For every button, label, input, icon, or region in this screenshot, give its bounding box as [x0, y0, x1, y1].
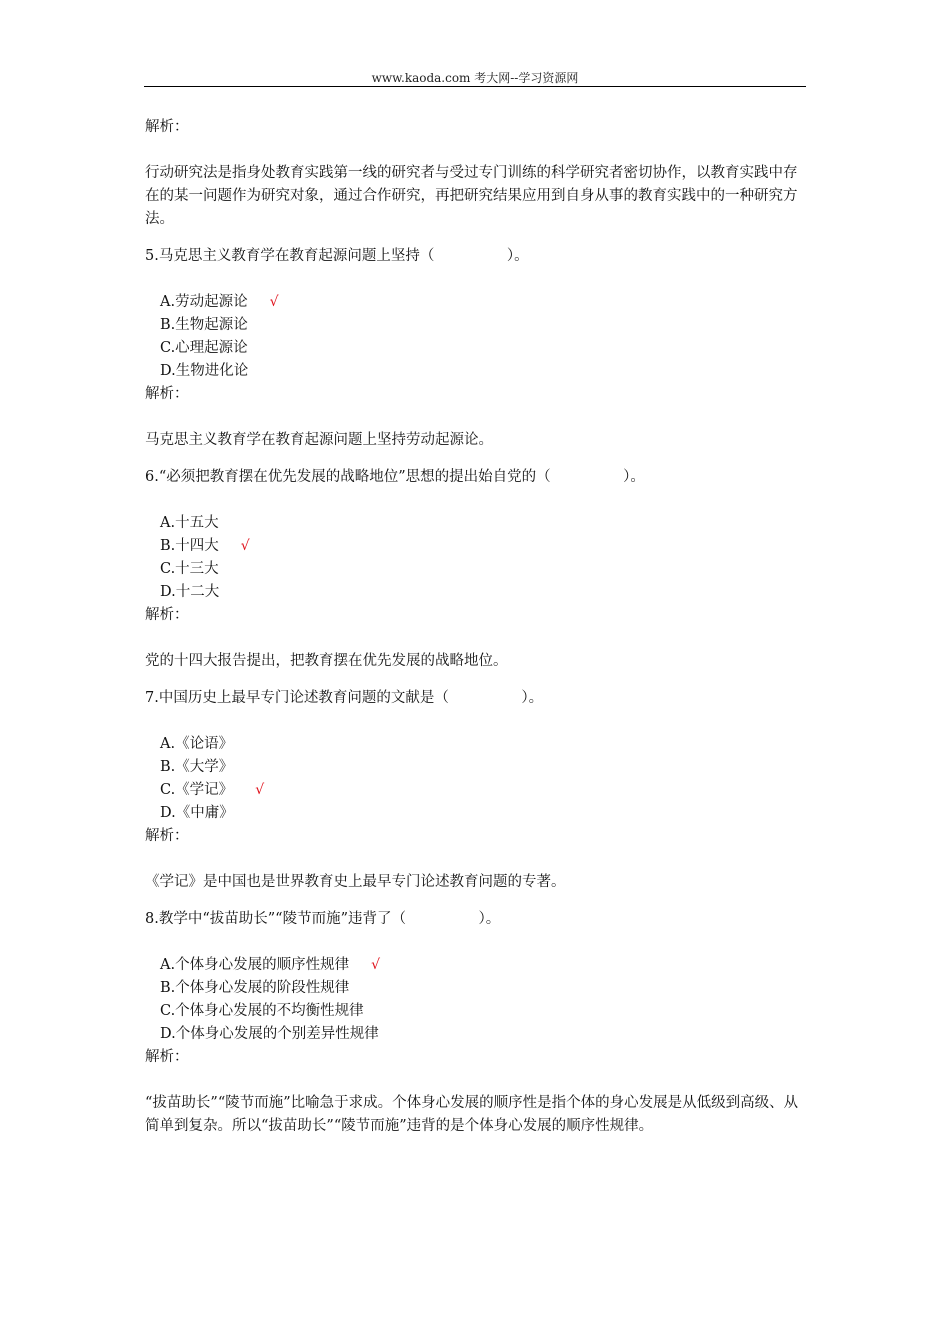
intro-analysis	[145, 116, 807, 231]
analysis-text: 马克思主义教育学在教育起源问题上坚持劳动起源论。	[145, 432, 493, 448]
question-prompt: 8.教学中“拔苗助长”“陵节而施”违背了（ ）。	[145, 911, 501, 927]
option-text: D.个体身心发展的个别差异性规律	[160, 1026, 379, 1042]
option-item	[160, 291, 807, 314]
analysis-text: 《学记》是中国也是世界教育史上最早专门论述教育问题的专著。	[145, 874, 566, 890]
header-divider	[144, 86, 806, 87]
option-item	[160, 512, 807, 535]
option-list	[145, 291, 807, 383]
correct-check-icon: √	[255, 782, 265, 798]
analysis-label: 解析：	[145, 1049, 189, 1065]
analysis-label: 解析：	[145, 607, 189, 623]
option-item	[160, 756, 807, 779]
question-prompt: 6.“必须把教育摆在优先发展的战略地位”思想的提出始自党的（ ）。	[145, 469, 645, 485]
option-list	[145, 733, 807, 825]
option-text: B.十四大	[160, 538, 219, 554]
option-item	[160, 558, 807, 581]
question-block	[145, 245, 807, 452]
correct-check-icon: √	[240, 538, 250, 554]
option-text: C.个体身心发展的不均衡性规律	[160, 1003, 364, 1019]
page-header: www.kaoda.com 考大网--学习资源网	[371, 71, 579, 85]
analysis-text: “拔苗助长”“陵节而施”比喻急于求成。个体身心发展的顺序性是指个体的身心发展是从低级到高级、从简单到复杂。所以“拔苗助长”“陵节而施”违背的是个体身心发展的顺序性规律。	[145, 1095, 799, 1134]
question-block	[145, 687, 807, 894]
option-item	[160, 1000, 807, 1023]
option-list	[145, 512, 807, 604]
analysis-label: 解析：	[145, 386, 189, 402]
option-item	[160, 802, 807, 825]
analysis-text: 行动研究法是指身处教育实践第一线的研究者与受过专门训练的科学研究者密切协作，以教育实践中存在的某一问题作为研究对象，通过合作研究，再把研究结果应用到自身从事的教育实践中的一种研究方法。	[145, 165, 798, 227]
option-text: B.生物起源论	[160, 317, 248, 333]
question-block	[145, 908, 807, 1138]
option-text: D.《中庸》	[160, 805, 234, 821]
option-text: A.个体身心发展的顺序性规律	[160, 957, 350, 973]
option-list	[145, 954, 807, 1046]
option-text: A.十五大	[160, 515, 219, 531]
correct-check-icon: √	[371, 957, 381, 973]
option-item	[160, 779, 807, 802]
option-text: B.《大学》	[160, 759, 234, 775]
document-body	[145, 116, 807, 1138]
option-item	[160, 954, 807, 977]
option-item	[160, 581, 807, 604]
option-item	[160, 337, 807, 360]
option-text: C.十三大	[160, 561, 219, 577]
question-list	[145, 245, 807, 1138]
analysis-label: 解析：	[145, 828, 189, 844]
option-item	[160, 360, 807, 383]
analysis-label: 解析：	[145, 119, 189, 135]
question-block	[145, 466, 807, 673]
correct-check-icon: √	[269, 294, 279, 310]
option-text: B.个体身心发展的阶段性规律	[160, 980, 350, 996]
analysis-text: 党的十四大报告提出，把教育摆在优先发展的战略地位。	[145, 653, 508, 669]
option-text: A.劳动起源论	[160, 294, 248, 310]
option-item	[160, 535, 807, 558]
option-text: C.心理起源论	[160, 340, 248, 356]
option-item	[160, 977, 807, 1000]
option-item	[160, 314, 807, 337]
option-item	[160, 733, 807, 756]
question-prompt: 5.马克思主义教育学在教育起源问题上坚持（ ）。	[145, 248, 529, 264]
option-text: A.《论语》	[160, 736, 234, 752]
option-item	[160, 1023, 807, 1046]
option-text: D.十二大	[160, 584, 220, 600]
question-prompt: 7.中国历史上最早专门论述教育问题的文献是（ ）。	[145, 690, 544, 706]
option-text: D.生物进化论	[160, 363, 249, 379]
option-text: C.《学记》	[160, 782, 234, 798]
